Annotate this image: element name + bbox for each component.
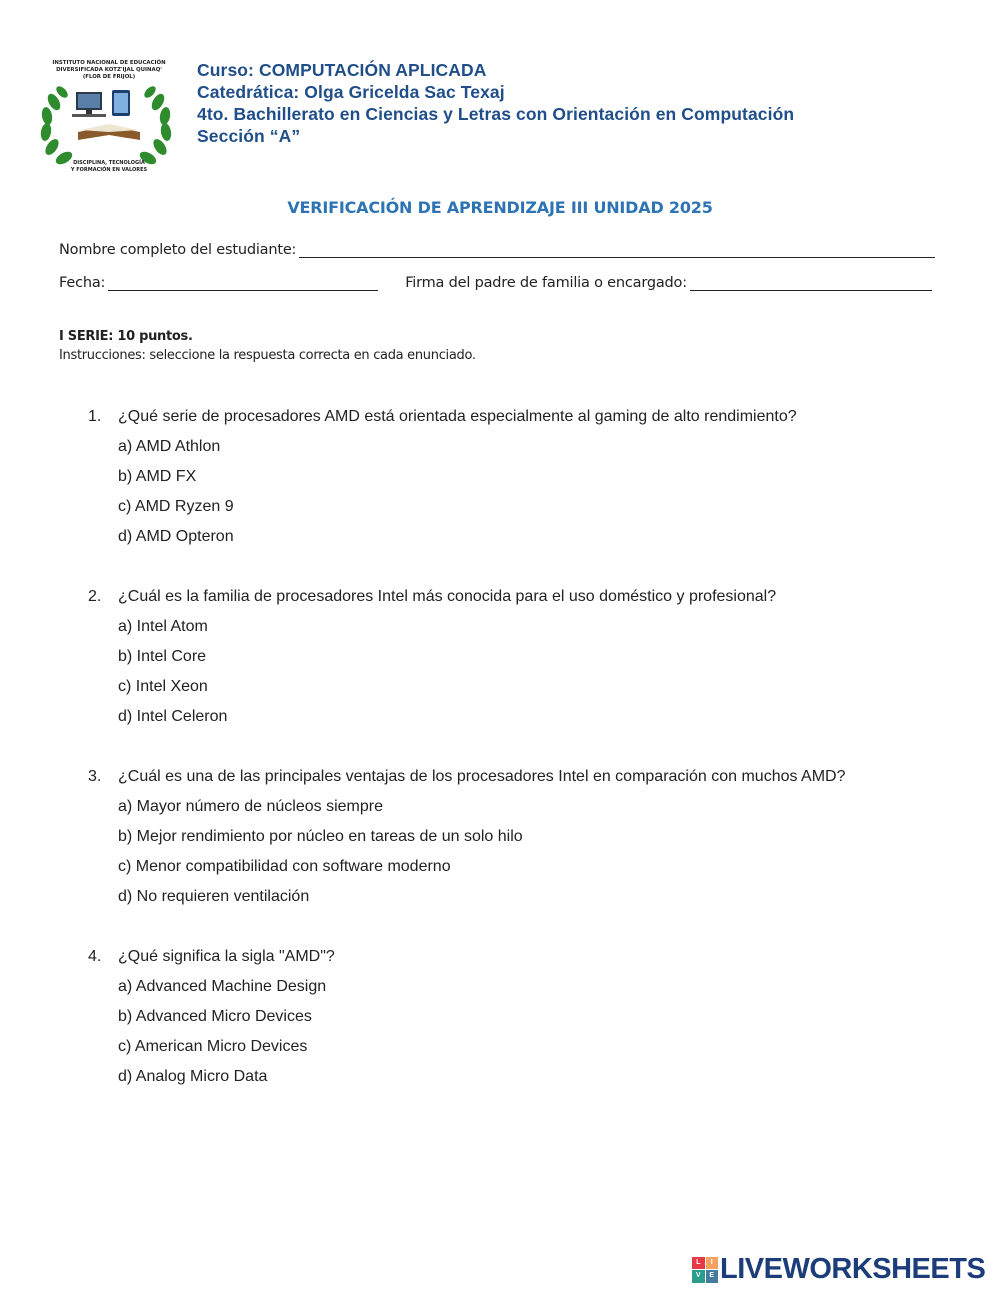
question-3 xyxy=(88,762,958,912)
page-title: VERIFICACIÓN DE APRENDIZAJE III UNIDAD 2025 xyxy=(287,198,713,217)
teacher-name: Catedrática: Olga Gricelda Sac Texaj xyxy=(197,82,505,102)
option-a[interactable]: a) Advanced Machine Design xyxy=(118,978,327,995)
svg-text:DIVERSIFICADA KOTZ'IJAL QUINAQ: DIVERSIFICADA KOTZ'IJAL QUINAQ' xyxy=(56,67,162,73)
option-b[interactable]: b) Mejor rendimiento por núcleo en tareas de un solo hilo xyxy=(118,828,523,845)
student-name-row xyxy=(59,242,935,258)
school-crest-icon xyxy=(32,52,186,184)
course-header xyxy=(197,59,794,147)
option-d[interactable]: d) Analog Micro Data xyxy=(118,1068,268,1085)
liveworksheets-mark-icon: L I V E xyxy=(692,1257,718,1283)
series-instructions: Instrucciones: seleccione la respuesta correcta en cada enunciado. xyxy=(59,348,476,363)
svg-text:DISCIPLINA, TECNOLOGÍA: DISCIPLINA, TECNOLOGÍA xyxy=(73,160,145,166)
question-number: 2. xyxy=(88,588,102,605)
question-1 xyxy=(88,402,958,552)
signature-field[interactable] xyxy=(690,277,932,291)
svg-text:(FLOR DE FRIJOL): (FLOR DE FRIJOL) xyxy=(82,74,136,80)
question-4 xyxy=(88,942,958,1092)
option-d[interactable]: d) AMD Opteron xyxy=(118,528,234,545)
section-name: Sección “A” xyxy=(197,126,301,146)
option-c[interactable]: c) American Micro Devices xyxy=(118,1038,308,1055)
date-field[interactable] xyxy=(108,277,378,291)
option-b[interactable]: b) Intel Core xyxy=(118,648,207,665)
option-a[interactable]: a) Intel Atom xyxy=(118,618,208,635)
option-a[interactable]: a) AMD Athlon xyxy=(118,438,221,455)
option-c[interactable]: c) Menor compatibilidad con software moderno xyxy=(118,858,451,875)
question-number: 1. xyxy=(88,408,102,425)
question-number: 3. xyxy=(88,768,102,785)
student-name-field[interactable] xyxy=(299,244,935,258)
brand-name: LIVEWORKSHEETS xyxy=(720,1253,986,1285)
date-signature-row xyxy=(59,275,932,291)
school-logo xyxy=(32,52,186,184)
svg-text:INSTITUTO NACIONAL DE EDUCACIÓ: INSTITUTO NACIONAL DE EDUCACIÓN xyxy=(52,60,166,66)
series-heading: I SERIE: 10 puntos. xyxy=(59,329,193,344)
question-text: ¿Cuál es una de las principales ventajas de los procesadores Intel en comparación con muchos AMD? xyxy=(118,768,846,785)
liveworksheets-logo xyxy=(692,1253,985,1286)
question-number: 4. xyxy=(88,948,102,965)
question-text: ¿Qué significa la sigla "AMD"? xyxy=(118,948,335,965)
option-b[interactable]: b) Advanced Micro Devices xyxy=(118,1008,312,1025)
course-name: Curso: COMPUTACIÓN APLICADA xyxy=(197,60,487,80)
date-label: Fecha: xyxy=(59,275,106,291)
question-text: ¿Qué serie de procesadores AMD está orientada especialmente al gaming de alto rendimiento? xyxy=(118,408,797,425)
option-c[interactable]: c) Intel Xeon xyxy=(118,678,208,695)
option-d[interactable]: d) No requieren ventilación xyxy=(118,888,310,905)
question-text: ¿Cuál es la familia de procesadores Intel más conocida para el uso doméstico y profesional? xyxy=(118,588,777,605)
signature-label: Firma del padre de familia o encargado: xyxy=(405,275,687,291)
option-d[interactable]: d) Intel Celeron xyxy=(118,708,228,725)
student-name-label: Nombre completo del estudiante: xyxy=(59,242,297,258)
option-a[interactable]: a) Mayor número de núcleos siempre xyxy=(118,798,384,815)
svg-text:Y FORMACIÓN EN VALORES: Y FORMACIÓN EN VALORES xyxy=(70,167,148,173)
question-2 xyxy=(88,582,958,732)
grade-name: 4to. Bachillerato en Ciencias y Letras con Orientación en Computación xyxy=(197,104,795,124)
option-c[interactable]: c) AMD Ryzen 9 xyxy=(118,498,234,515)
option-b[interactable]: b) AMD FX xyxy=(118,468,197,485)
